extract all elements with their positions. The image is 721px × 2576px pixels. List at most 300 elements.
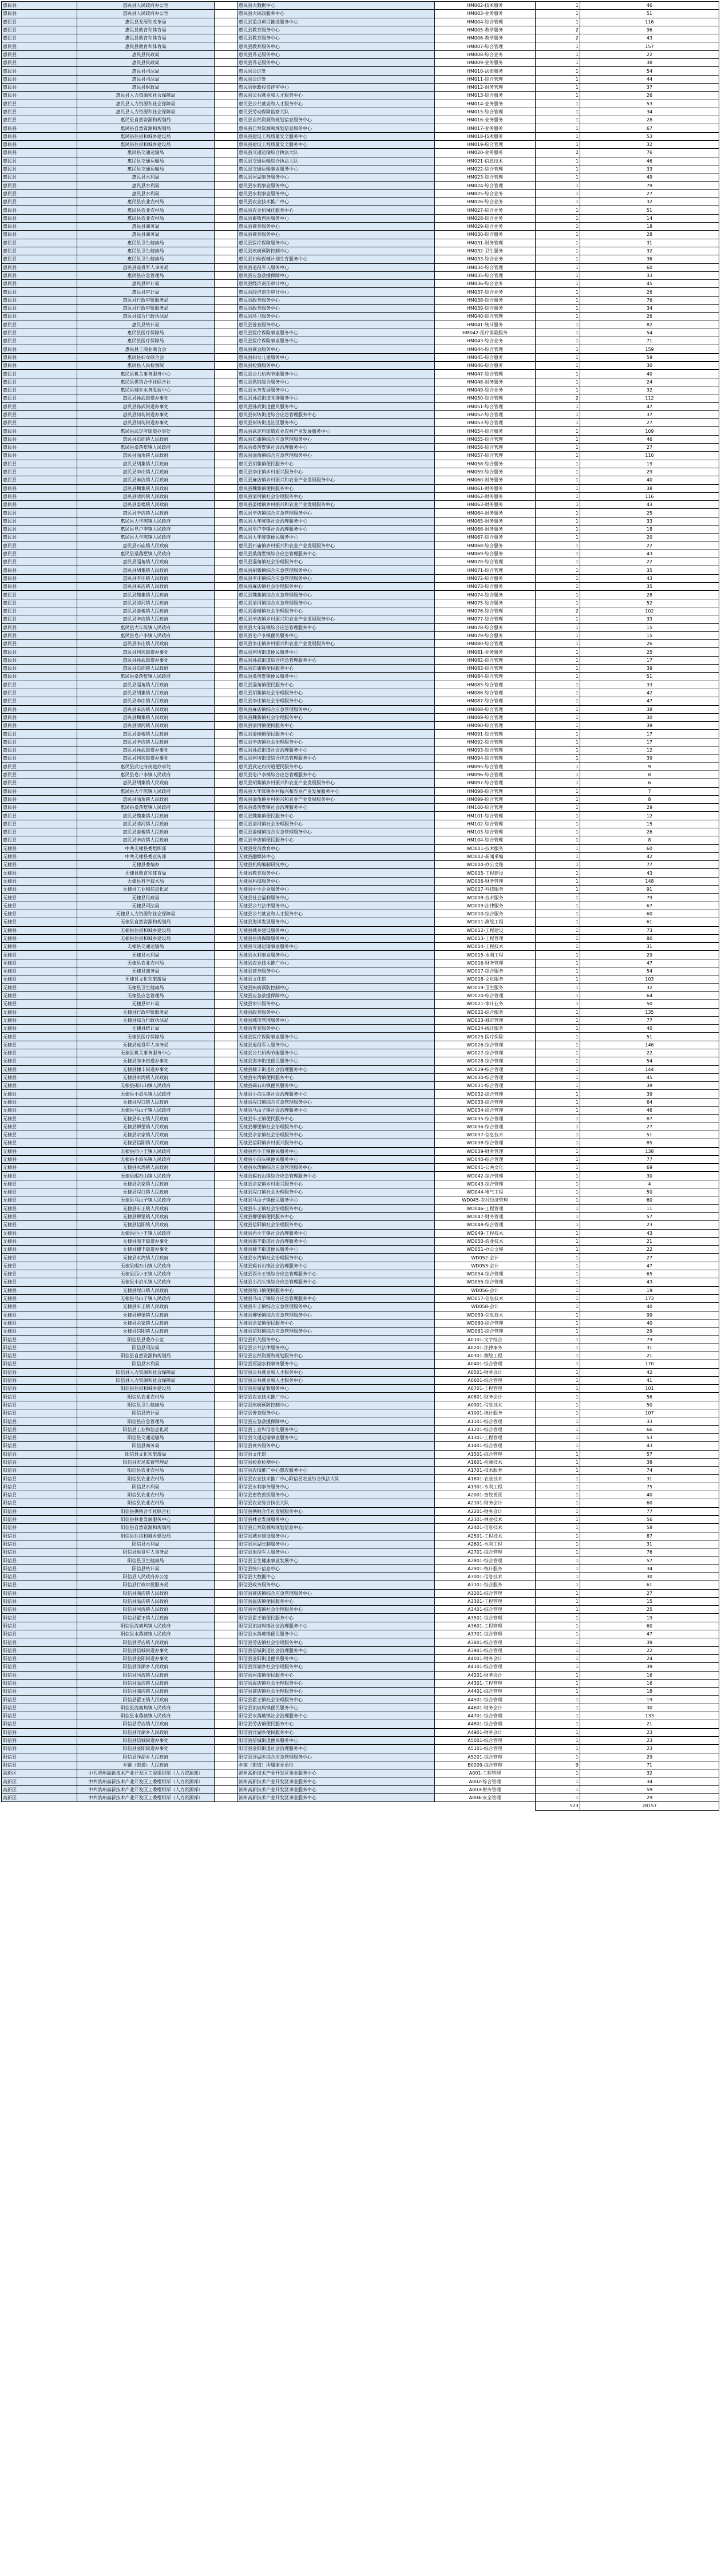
position-code-cell[interactable]: WD047-财务管理 (435, 1212, 536, 1220)
department-cell[interactable]: 惠民县孙武街道办事处 (77, 746, 215, 754)
department-cell[interactable]: 惠民县医疗保障局 (77, 337, 215, 345)
spacer-cell[interactable] (215, 1041, 237, 1049)
spacer-cell[interactable] (215, 141, 237, 149)
department-cell[interactable]: 无棣县马山子镇人民政府 (77, 1196, 215, 1204)
unit-cell[interactable]: 惠民县公共就业和人才服务中心 (237, 100, 435, 108)
department-cell[interactable]: 惠民县清河镇人民政府 (77, 820, 215, 828)
applicant-count-cell[interactable]: 35 (580, 583, 719, 591)
recruit-count-cell[interactable]: 1 (536, 1688, 580, 1696)
applicant-count-cell[interactable]: 159 (580, 345, 719, 353)
position-code-cell[interactable]: WD054-综合管理 (435, 1270, 536, 1278)
department-cell[interactable]: 惠民县皂户李镇人民政府 (77, 631, 215, 639)
unit-cell[interactable]: 惠民县教育服务中心 (237, 26, 435, 34)
applicant-count-cell[interactable]: 77 (580, 1155, 719, 1163)
recruit-count-cell[interactable]: 1 (536, 1115, 580, 1123)
recruit-count-cell[interactable]: 1 (536, 1622, 580, 1630)
recruit-count-cell[interactable]: 1 (536, 754, 580, 762)
spacer-cell[interactable] (215, 713, 237, 721)
department-cell[interactable]: 惠民县退役军人事务局 (77, 263, 215, 271)
applicant-count-cell[interactable]: 75 (580, 1483, 719, 1491)
department-cell[interactable]: 惠民县农业农村局 (77, 206, 215, 214)
recruit-count-cell[interactable]: 1 (536, 1016, 580, 1024)
recruit-count-cell[interactable]: 1 (536, 1164, 580, 1172)
applicant-count-cell[interactable]: 42 (580, 852, 719, 860)
unit-cell[interactable]: 惠民县石庙镇便民服务中心 (237, 665, 435, 673)
county-cell[interactable]: 无棣县 (2, 1188, 77, 1196)
recruit-count-cell[interactable]: 1 (536, 1548, 580, 1556)
department-cell[interactable]: 惠民县麻店镇人民政府 (77, 476, 215, 484)
county-cell[interactable]: 阳信县 (2, 1696, 77, 1704)
department-cell[interactable]: 阳信县卫生健康局 (77, 1556, 215, 1564)
spacer-cell[interactable] (215, 10, 237, 18)
unit-cell[interactable]: 阳信县自然资源和规划服务中心 (237, 1352, 435, 1360)
applicant-count-cell[interactable]: 32 (580, 1769, 719, 1777)
position-code-cell[interactable]: HM088-综合管理 (435, 705, 536, 713)
recruit-count-cell[interactable]: 1 (536, 877, 580, 885)
recruit-count-cell[interactable]: 1 (536, 1368, 580, 1376)
recruit-total-cell[interactable]: 523 (536, 1802, 580, 1810)
unit-cell[interactable]: 阳信县信城街道便民服务中心 (237, 1736, 435, 1744)
unit-cell[interactable]: 惠民县水利事业服务中心 (237, 181, 435, 189)
department-cell[interactable]: 无棣县马山子镇人民政府 (77, 1294, 215, 1302)
position-code-cell[interactable]: WD002-新闻采编 (435, 852, 536, 860)
county-cell[interactable]: 阳信县 (2, 1622, 77, 1630)
applicant-count-cell[interactable]: 39 (580, 1082, 719, 1090)
county-cell[interactable]: 阳信县 (2, 1663, 77, 1671)
recruit-count-cell[interactable]: 1 (536, 484, 580, 492)
county-cell[interactable]: 惠民县 (2, 214, 77, 222)
position-code-cell[interactable]: A4901-财务会计 (435, 1728, 536, 1736)
spacer-cell[interactable] (215, 509, 237, 517)
county-cell[interactable]: 惠民县 (2, 67, 77, 75)
department-cell[interactable]: 惠民县教育和体育局 (77, 26, 215, 34)
recruit-count-cell[interactable]: 1 (536, 1720, 580, 1728)
county-cell[interactable]: 阳信县 (2, 1491, 77, 1499)
recruit-count-cell[interactable]: 1 (536, 787, 580, 795)
recruit-count-cell[interactable]: 1 (536, 517, 580, 525)
department-cell[interactable]: 惠民县司法局 (77, 75, 215, 83)
recruit-count-cell[interactable]: 1 (536, 1107, 580, 1115)
spacer-cell[interactable] (215, 1385, 237, 1393)
department-cell[interactable]: 无棣县信阳镇人民政府 (77, 1327, 215, 1336)
recruit-count-cell[interactable]: 1 (536, 894, 580, 902)
county-cell[interactable]: 惠民县 (2, 558, 77, 566)
unit-cell[interactable]: 惠民县魏集镇社会治理服务中心 (237, 713, 435, 721)
applicant-count-cell[interactable]: 23 (580, 1736, 719, 1744)
county-cell[interactable]: 阳信县 (2, 1409, 77, 1417)
unit-cell[interactable]: 无棣县社会福利服务中心 (237, 894, 435, 902)
spacer-cell[interactable] (215, 1671, 237, 1679)
unit-cell[interactable]: 惠民县孙武街道社会治理服务中心 (237, 746, 435, 754)
applicant-count-cell[interactable]: 30 (580, 362, 719, 370)
position-code-cell[interactable]: HM073-综合服务 (435, 583, 536, 591)
unit-cell[interactable]: 阳信县大数据中心 (237, 1573, 435, 1581)
applicant-count-cell[interactable]: 38 (580, 59, 719, 67)
position-code-cell[interactable]: WD053-会计 (435, 1262, 536, 1270)
applicant-count-cell[interactable]: 60 (580, 1196, 719, 1204)
position-code-cell[interactable]: WD056-会计 (435, 1286, 536, 1294)
spacer-cell[interactable] (215, 991, 237, 999)
recruit-count-cell[interactable]: 1 (536, 402, 580, 410)
unit-cell[interactable]: 惠民县何坊街道综合应急管理服务中心 (237, 410, 435, 418)
position-code-cell[interactable]: WD019-卫生服务 (435, 983, 536, 991)
county-cell[interactable]: 惠民县 (2, 542, 77, 550)
department-cell[interactable]: 惠民县交通运输局 (77, 165, 215, 173)
spacer-cell[interactable] (215, 1606, 237, 1614)
county-cell[interactable]: 惠民县 (2, 75, 77, 83)
position-code-cell[interactable]: HM103-综合管理 (435, 828, 536, 836)
county-cell[interactable]: 阳信县 (2, 1753, 77, 1761)
county-cell[interactable]: 无棣县 (2, 1025, 77, 1033)
recruit-count-cell[interactable]: 1 (536, 476, 580, 484)
applicant-count-cell[interactable]: 110 (580, 452, 719, 460)
department-cell[interactable]: 无棣县马山子镇人民政府 (77, 1107, 215, 1115)
position-code-cell[interactable]: WD024-统计服务 (435, 1025, 536, 1033)
recruit-count-cell[interactable]: 1 (536, 1000, 580, 1008)
recruit-count-cell[interactable]: 1 (536, 738, 580, 746)
applicant-count-cell[interactable]: 45 (580, 1073, 719, 1081)
position-code-cell[interactable]: HM037-综合业务 (435, 288, 536, 296)
unit-cell[interactable]: 阳信县水落坡镇社会治理服务中心 (237, 1712, 435, 1720)
recruit-count-cell[interactable]: 1 (536, 189, 580, 197)
spacer-cell[interactable] (215, 419, 237, 427)
recruit-count-cell[interactable]: 1 (536, 689, 580, 697)
department-cell[interactable]: 阳信县卫生健康局 (77, 1401, 215, 1409)
spacer-cell[interactable] (215, 50, 237, 58)
position-code-cell[interactable]: HM021-信息技术 (435, 157, 536, 165)
applicant-count-cell[interactable]: 46 (580, 2, 719, 10)
spacer-cell[interactable] (215, 1344, 237, 1352)
unit-cell[interactable]: 惠民县桑落墅镇综合应急管理服务中心 (237, 550, 435, 558)
unit-cell[interactable]: 阳信县政务服务中心 (237, 1581, 435, 1589)
applicant-count-cell[interactable]: 14 (580, 214, 719, 222)
spacer-cell[interactable] (215, 1769, 237, 1777)
recruit-count-cell[interactable]: 1 (536, 329, 580, 337)
department-cell[interactable]: 阳信县农业农村局 (77, 1475, 215, 1483)
spacer-cell[interactable] (215, 1704, 237, 1712)
spacer-cell[interactable] (215, 1564, 237, 1573)
unit-cell[interactable]: 阳信县翟王镇社会治理服务中心 (237, 1696, 435, 1704)
recruit-count-cell[interactable]: 1 (536, 1327, 580, 1336)
county-cell[interactable]: 惠民县 (2, 271, 77, 279)
spacer-cell[interactable] (215, 435, 237, 443)
department-cell[interactable]: 惠民县姜楼镇人民政府 (77, 730, 215, 738)
unit-cell[interactable]: 惠民县供销综合服务中心 (237, 378, 435, 386)
unit-cell[interactable]: 惠民县李庄镇综合应急管理服务中心 (237, 574, 435, 582)
department-cell[interactable]: 惠民县民政局 (77, 59, 215, 67)
county-cell[interactable]: 惠民县 (2, 165, 77, 173)
department-cell[interactable]: 阳信县自然资源和规划局 (77, 1524, 215, 1532)
unit-cell[interactable]: 无棣县棣丰街道便民服务中心 (237, 1246, 435, 1254)
position-code-cell[interactable]: HM041-统计服务 (435, 321, 536, 329)
recruit-count-cell[interactable]: 1 (536, 370, 580, 378)
department-cell[interactable]: 惠民县卫生健康局 (77, 255, 215, 263)
county-cell[interactable]: 无棣县 (2, 1212, 77, 1220)
applicant-count-cell[interactable]: 65 (580, 1270, 719, 1278)
position-code-cell[interactable]: WD018-文化服务 (435, 975, 536, 983)
county-cell[interactable]: 惠民县 (2, 640, 77, 648)
department-cell[interactable]: 惠民县何坊街道办事处 (77, 410, 215, 418)
unit-cell[interactable]: 无棣县城乡建设服务中心 (237, 926, 435, 934)
spacer-cell[interactable] (215, 1327, 237, 1336)
spacer-cell[interactable] (215, 1155, 237, 1163)
county-cell[interactable]: 惠民县 (2, 665, 77, 673)
county-cell[interactable]: 惠民县 (2, 124, 77, 132)
applicant-count-cell[interactable]: 79 (580, 894, 719, 902)
department-cell[interactable]: 无棣县教育和体育局 (77, 869, 215, 877)
spacer-cell[interactable] (215, 1679, 237, 1687)
recruit-count-cell[interactable]: 1 (536, 460, 580, 468)
spacer-cell[interactable] (215, 673, 237, 681)
department-cell[interactable]: 阳信县农业农村局 (77, 1491, 215, 1499)
applicant-count-cell[interactable]: 53 (580, 1433, 719, 1441)
spacer-cell[interactable] (215, 1728, 237, 1736)
county-cell[interactable]: 阳信县 (2, 1442, 77, 1450)
county-cell[interactable]: 惠民县 (2, 754, 77, 762)
recruit-count-cell[interactable]: 1 (536, 1630, 580, 1638)
position-code-cell[interactable]: HM043-综合业务 (435, 337, 536, 345)
county-cell[interactable]: 阳信县 (2, 1654, 77, 1662)
spacer-cell[interactable] (215, 198, 237, 206)
county-cell[interactable]: 无棣县 (2, 1155, 77, 1163)
unit-cell[interactable]: 阳信县流坡坞镇社会治理服务中心 (237, 1622, 435, 1630)
unit-cell[interactable]: 无棣县农业技术推广中心 (237, 959, 435, 967)
position-code-cell[interactable]: WD044-电气工程 (435, 1188, 536, 1196)
unit-cell[interactable]: 无棣县融媒体中心 (237, 852, 435, 860)
department-cell[interactable]: 阳信县住房和城乡建设局 (77, 1532, 215, 1540)
recruit-count-cell[interactable]: 1 (536, 820, 580, 828)
unit-cell[interactable]: 惠民县公证处 (237, 75, 435, 83)
spacer-cell[interactable] (215, 1736, 237, 1744)
unit-cell[interactable]: 无棣县柳堡镇社会治理服务中心 (237, 1123, 435, 1131)
department-cell[interactable]: 中共滨州高新技术产业开发区工委组织部（人力资源部） (77, 1785, 215, 1793)
unit-cell[interactable]: 阳信县工业和信息化服务中心 (237, 1425, 435, 1433)
county-cell[interactable]: 惠民县 (2, 599, 77, 607)
county-cell[interactable]: 无棣县 (2, 1090, 77, 1098)
department-cell[interactable]: 惠民县自然资源和规划局 (77, 124, 215, 132)
spacer-cell[interactable] (215, 157, 237, 165)
applicant-count-cell[interactable]: 103 (580, 975, 719, 983)
spacer-cell[interactable] (215, 59, 237, 67)
county-cell[interactable]: 阳信县 (2, 1736, 77, 1744)
recruit-count-cell[interactable]: 1 (536, 1065, 580, 1073)
department-cell[interactable]: 无棣县自然资源和规划局 (77, 918, 215, 926)
spacer-cell[interactable] (215, 566, 237, 574)
applicant-count-cell[interactable]: 15 (580, 820, 719, 828)
spacer-cell[interactable] (215, 1548, 237, 1556)
applicant-count-cell[interactable]: 77 (580, 1016, 719, 1024)
position-code-cell[interactable]: A1001-统计服务 (435, 1409, 536, 1417)
county-cell[interactable]: 惠民县 (2, 157, 77, 165)
recruit-count-cell[interactable]: 1 (536, 615, 580, 623)
department-cell[interactable]: 无棣县行政审批服务局 (77, 1008, 215, 1016)
applicant-count-cell[interactable]: 101 (580, 1385, 719, 1393)
department-cell[interactable]: 惠民县教育和体育局 (77, 34, 215, 42)
position-code-cell[interactable]: A3401-综合管理 (435, 1606, 536, 1614)
unit-cell[interactable]: 惠民县商务服务中心 (237, 223, 435, 231)
spacer-cell[interactable] (215, 1139, 237, 1147)
applicant-count-cell[interactable]: 27 (580, 1589, 719, 1597)
unit-cell[interactable]: 惠民县魏集镇综合应急管理服务中心 (237, 591, 435, 599)
applicant-count-cell[interactable]: 29 (580, 1327, 719, 1336)
department-cell[interactable]: 惠民县桑落墅镇人民政府 (77, 804, 215, 812)
department-cell[interactable]: 阳信县金阳街道办事处 (77, 1654, 215, 1662)
county-cell[interactable]: 无棣县 (2, 943, 77, 951)
position-code-cell[interactable]: WD057-信息技术 (435, 1294, 536, 1302)
applicants-total-cell[interactable]: 28157 (580, 1802, 719, 1810)
department-cell[interactable]: 惠民县行政审批服务局 (77, 296, 215, 304)
spacer-cell[interactable] (215, 1409, 237, 1417)
spacer-cell[interactable] (215, 1368, 237, 1376)
unit-cell[interactable]: 惠民县皂户李镇综合应急管理服务中心 (237, 771, 435, 779)
recruit-count-cell[interactable]: 1 (536, 1532, 580, 1540)
county-cell[interactable]: 阳信县 (2, 1712, 77, 1720)
unit-cell[interactable]: 惠民县桑落墅镇便民服务中心 (237, 673, 435, 681)
applicant-count-cell[interactable]: 18 (580, 223, 719, 231)
spacer-cell[interactable] (215, 730, 237, 738)
position-code-cell[interactable]: WD058-会计 (435, 1303, 536, 1311)
position-code-cell[interactable]: HM025-综合业务 (435, 189, 536, 197)
department-cell[interactable]: 阳信县交通运输局 (77, 1433, 215, 1441)
county-cell[interactable]: 惠民县 (2, 394, 77, 402)
county-cell[interactable]: 无棣县 (2, 1041, 77, 1049)
unit-cell[interactable]: 惠民县何坊街道社区服务中心 (237, 419, 435, 427)
spacer-cell[interactable] (215, 1622, 237, 1630)
position-code-cell[interactable]: HM042-医疗保险服务 (435, 329, 536, 337)
department-cell[interactable]: 阳信县统计局 (77, 1409, 215, 1417)
recruit-count-cell[interactable]: 1 (536, 1204, 580, 1212)
position-code-cell[interactable]: A5201-综合管理 (435, 1753, 536, 1761)
department-cell[interactable]: 阳信县劳店镇人民政府 (77, 1720, 215, 1728)
unit-cell[interactable]: 无棣县车王镇便民服务中心 (237, 1115, 435, 1123)
spacer-cell[interactable] (215, 918, 237, 926)
department-cell[interactable]: 惠民县胡集镇人民政府 (77, 566, 215, 574)
department-cell[interactable]: 阳信县农业农村局 (77, 1467, 215, 1475)
unit-cell[interactable]: 无棣县信阳镇社会治理服务中心 (237, 1221, 435, 1229)
department-cell[interactable]: 惠民县水利局 (77, 189, 215, 197)
recruit-count-cell[interactable]: 1 (536, 1033, 580, 1041)
county-cell[interactable]: 无棣县 (2, 886, 77, 894)
position-code-cell[interactable]: HM022-综合管理 (435, 165, 536, 173)
spacer-cell[interactable] (215, 1442, 237, 1450)
position-code-cell[interactable]: A1301-工程管理 (435, 1433, 536, 1441)
position-code-cell[interactable]: B0209-综合管理 (435, 1761, 536, 1769)
recruit-count-cell[interactable]: 1 (536, 1556, 580, 1564)
spacer-cell[interactable] (215, 370, 237, 378)
applicant-count-cell[interactable]: 56 (580, 1393, 719, 1401)
applicant-count-cell[interactable]: 29 (580, 951, 719, 959)
department-cell[interactable]: 无棣县工业和信息化局 (77, 886, 215, 894)
department-cell[interactable]: 无棣县棣丰街道办事处 (77, 1246, 215, 1254)
position-code-cell[interactable]: HM054-综合服务 (435, 427, 536, 435)
position-code-cell[interactable]: HM085-综合管理 (435, 681, 536, 689)
unit-cell[interactable]: 无棣县党员教育中心 (237, 844, 435, 852)
applicant-count-cell[interactable]: 22 (580, 1646, 719, 1654)
department-cell[interactable]: 惠民县清河镇人民政府 (77, 492, 215, 500)
position-code-cell[interactable]: A4601-财务会计 (435, 1704, 536, 1712)
recruit-count-cell[interactable]: 1 (536, 836, 580, 844)
county-cell[interactable]: 惠民县 (2, 18, 77, 26)
position-code-cell[interactable]: HM092-综合管理 (435, 738, 536, 746)
recruit-count-cell[interactable]: 1 (536, 656, 580, 664)
spacer-cell[interactable] (215, 623, 237, 631)
spacer-cell[interactable] (215, 1425, 237, 1433)
county-cell[interactable]: 无棣县 (2, 934, 77, 942)
position-code-cell[interactable]: HM015-综合管理 (435, 108, 536, 116)
recruit-count-cell[interactable]: 1 (536, 1286, 580, 1294)
position-code-cell[interactable]: A2701-综合管理 (435, 1548, 536, 1556)
county-cell[interactable]: 阳信县 (2, 1368, 77, 1376)
spacer-cell[interactable] (215, 631, 237, 639)
county-cell[interactable]: 无棣县 (2, 902, 77, 910)
recruit-count-cell[interactable]: 1 (536, 67, 580, 75)
unit-cell[interactable]: 惠民县妇幼保健计划生育服务中心 (237, 255, 435, 263)
applicant-count-cell[interactable]: 16 (580, 1679, 719, 1687)
county-cell[interactable]: 阳信县 (2, 1499, 77, 1507)
county-cell[interactable]: 惠民县 (2, 173, 77, 181)
spacer-cell[interactable] (215, 599, 237, 607)
department-cell[interactable]: 惠民县石庙镇人民政府 (77, 435, 215, 443)
department-cell[interactable]: 阳信县河流镇人民政府 (77, 1606, 215, 1614)
department-cell[interactable]: 惠民县人力资源和社会保障局 (77, 100, 215, 108)
unit-cell[interactable]: 阳信县洋湖乡综合应急管理服务中心 (237, 1753, 435, 1761)
position-code-cell[interactable]: WD052-会计 (435, 1254, 536, 1262)
spacer-cell[interactable] (215, 1270, 237, 1278)
county-cell[interactable]: 惠民县 (2, 452, 77, 460)
department-cell[interactable]: 阳信县河流镇人民政府 (77, 1671, 215, 1679)
position-code-cell[interactable]: HM035-综合管理 (435, 271, 536, 279)
recruit-count-cell[interactable]: 1 (536, 623, 580, 631)
spacer-cell[interactable] (215, 26, 237, 34)
unit-cell[interactable]: 无棣县商务服务中心 (237, 967, 435, 975)
spacer-cell[interactable] (215, 280, 237, 288)
position-code-cell[interactable]: A1501-综合管理 (435, 1450, 536, 1458)
spacer-cell[interactable] (215, 542, 237, 550)
unit-cell[interactable]: 无棣县埕口镇社会治理服务中心 (237, 1188, 435, 1196)
position-code-cell[interactable]: WD022-综合服务 (435, 1008, 536, 1016)
department-cell[interactable]: 阳信县温店镇人民政府 (77, 1679, 215, 1687)
recruit-count-cell[interactable]: 1 (536, 991, 580, 999)
applicant-count-cell[interactable]: 43 (580, 574, 719, 582)
spacer-cell[interactable] (215, 67, 237, 75)
position-code-cell[interactable]: A4501-综合管理 (435, 1696, 536, 1704)
recruit-count-cell[interactable]: 1 (536, 419, 580, 427)
department-cell[interactable]: 无棣县机关事务服务中心 (77, 1049, 215, 1057)
county-cell[interactable]: 惠民县 (2, 419, 77, 427)
department-cell[interactable]: 无棣县卫生健康局 (77, 983, 215, 991)
recruit-count-cell[interactable]: 1 (536, 337, 580, 345)
spacer-cell[interactable] (215, 754, 237, 762)
recruit-count-cell[interactable]: 1 (536, 288, 580, 296)
applicant-count-cell[interactable]: 43 (580, 501, 719, 509)
recruit-count-cell[interactable]: 1 (536, 1246, 580, 1254)
department-cell[interactable]: 无棣县柳堡镇人民政府 (77, 1212, 215, 1220)
spacer-cell[interactable] (215, 967, 237, 975)
department-cell[interactable]: 阳信县信城街道办事处 (77, 1736, 215, 1744)
unit-cell[interactable]: 无棣县水湾镇综合应急管理服务中心 (237, 1164, 435, 1172)
recruit-count-cell[interactable]: 1 (536, 509, 580, 517)
recruit-count-cell[interactable]: 1 (536, 1646, 580, 1654)
applicant-count-cell[interactable]: 15 (580, 1597, 719, 1605)
recruit-count-cell[interactable]: 1 (536, 1139, 580, 1147)
recruit-count-cell[interactable]: 1 (536, 1147, 580, 1155)
applicant-count-cell[interactable]: 35 (580, 566, 719, 574)
spacer-cell[interactable] (215, 1638, 237, 1646)
recruit-count-cell[interactable]: 1 (536, 1425, 580, 1433)
applicant-count-cell[interactable]: 31 (580, 239, 719, 247)
recruit-count-cell[interactable]: 9 (536, 1761, 580, 1769)
recruit-count-cell[interactable]: 1 (536, 1597, 580, 1605)
